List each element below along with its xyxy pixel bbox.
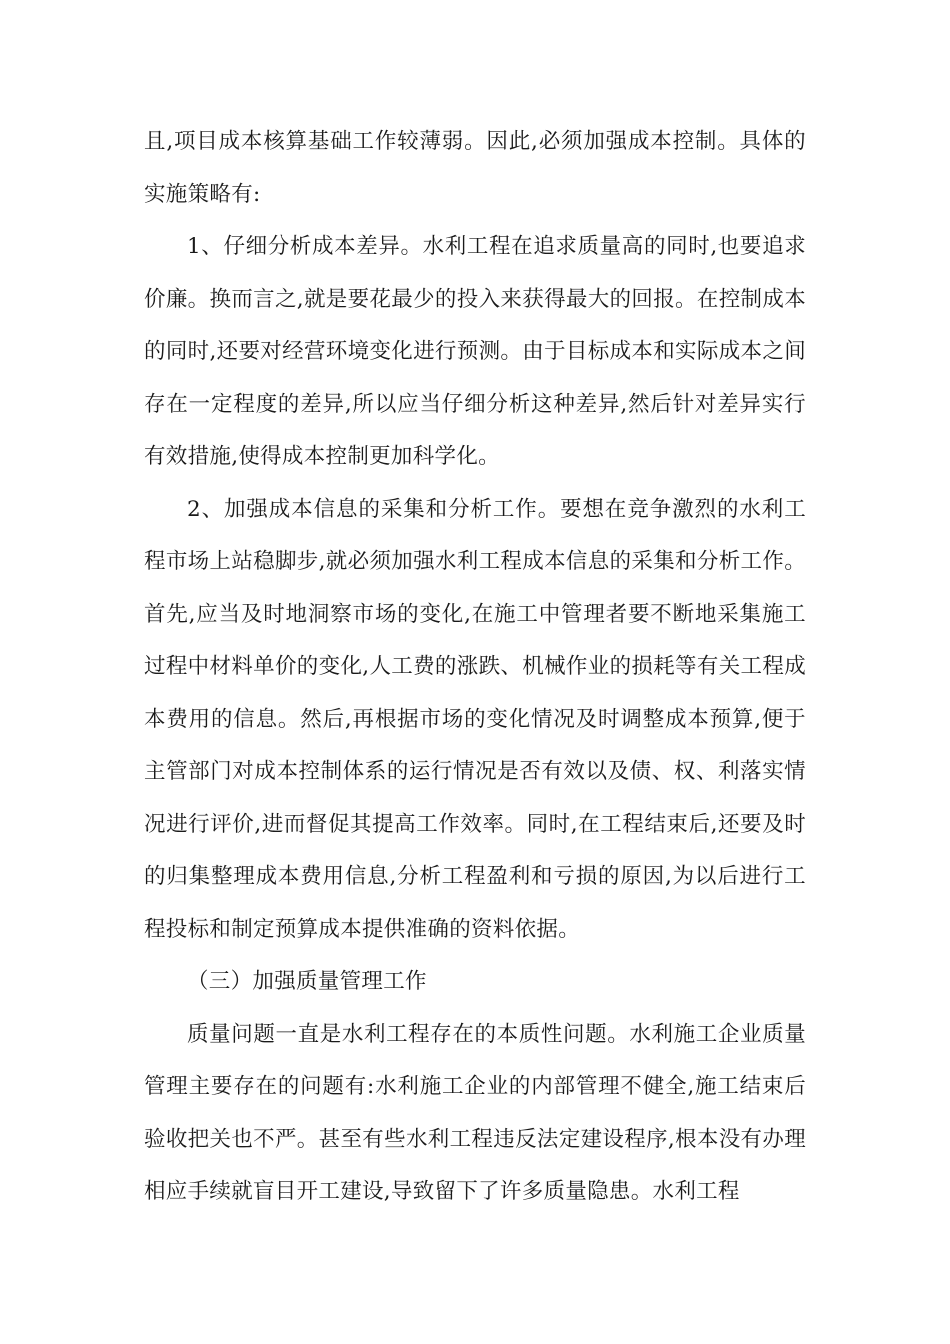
paragraph-continuation: 且,项目成本核算基础工作较薄弱。因此,必须加强成本控制。具体的实施策略有: (144, 129, 806, 207)
document-body (144, 116, 806, 1219)
paragraph-cost-variance: 1、仔细分析成本差异。水利工程在追求质量高的同时,也要追求价廉。换而言之,就是要花最少的投入来获得最大的回报。在控制成本的同时,还要对经营环境变化进行预测。由于目标成本和实际成本之间存在一定程度的差异,所以应当仔细分析这种差异,然后针对差异实行有效措施,使得成本控制更加科学化。 (144, 234, 806, 469)
paragraph-quality-issues: 质量问题一直是水利工程存在的本质性问题。水利施工企业质量管理主要存在的问题有:水利施工企业的内部管理不健全,施工结束后验收把关也不严。甚至有些水利工程违反法定建设程序,根本没有办理相应手续就盲目开工建设,导致留下了许多质量隐患。水利工程 (144, 1021, 806, 1204)
paragraph-cost-information: 2、加强成本信息的采集和分析工作。要想在竞争激烈的水利工程市场上站稳脚步,就必须加强水利工程成本信息的采集和分析工作。首先,应当及时地洞察市场的变化,在施工中管理者要不断地采集施工过程中材料单价的变化,人工费的涨跌、机械作业的损耗等有关工程成本费用的信息。然后,再根据市场的变化情况及时调整成本预算,便于主管部门对成本控制体系的运行情况是否有效以及债、权、利落实情况进行评价,进而督促其提高工作效率。同时,在工程结束后,还要及时的归集整理成本费用信息,分析工程盈利和亏损的原因,为以后进行工程投标和制定预算成本提供准确的资料依据。 (144, 496, 806, 942)
section-heading-quality-management: （三）加强质量管理工作 (187, 969, 427, 994)
